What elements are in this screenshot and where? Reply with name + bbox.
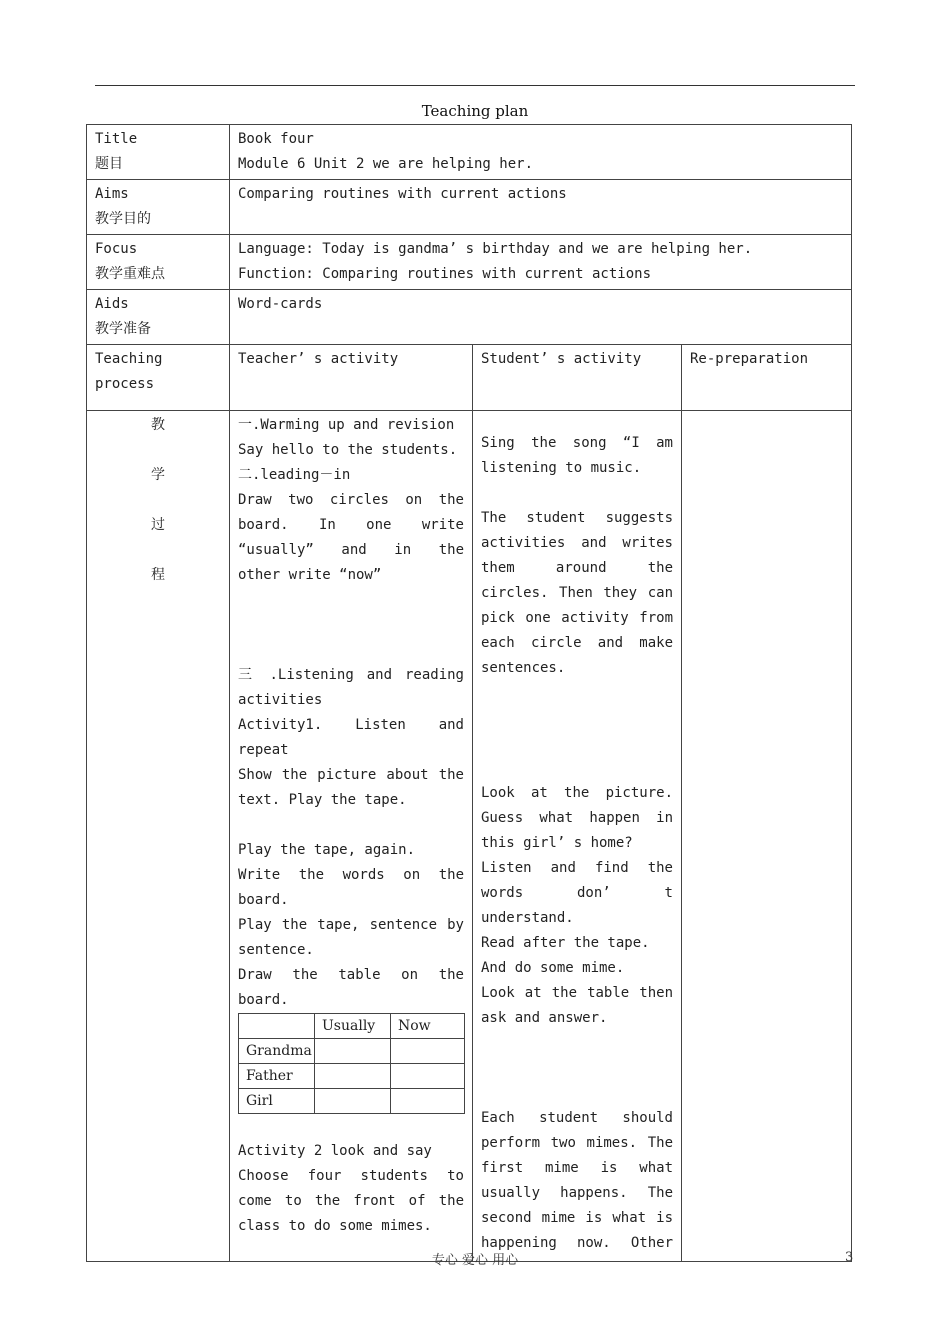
mime-line: first mime is what: [481, 1160, 673, 1176]
draw-table-cont: board.: [238, 992, 289, 1008]
re-preparation-heading: [682, 345, 852, 411]
do-mime: And do some mime.: [481, 960, 625, 976]
play-again: Play the tape, again.: [238, 842, 416, 858]
inner-row-label: Grandma: [239, 1039, 315, 1064]
side-char-1: 教: [151, 417, 165, 433]
label-title-cn: 题目: [95, 156, 123, 172]
aims-text: Comparing routines with current actions: [238, 186, 567, 202]
mime-line: happening now. Other: [481, 1235, 673, 1251]
activity1-show: Show the picture about the: [238, 767, 464, 783]
teaching-plan-table: [86, 124, 852, 1262]
label-aids-en: Aids: [95, 296, 129, 312]
look-line: Look at the picture.: [481, 785, 673, 801]
play-sentence: Play the tape, sentence by: [238, 917, 464, 933]
leading-in-title: 二.leading－in: [238, 467, 351, 483]
footer-motto: 专心 爱心 用心: [431, 1253, 519, 1268]
label-aims-cn: 教学目的: [95, 211, 151, 227]
mime-line: usually happens. The: [481, 1185, 673, 1201]
suggest-line: each circle and make: [481, 635, 673, 651]
listen-line: Listen and find the: [481, 860, 673, 876]
listen-line: understand.: [481, 910, 574, 926]
inner-header-usually: Usually: [315, 1014, 391, 1039]
student-activity-cell: [473, 411, 682, 1262]
label-process: [87, 345, 230, 411]
inner-cell: [315, 1039, 391, 1064]
sing-song: Sing the song “I am: [481, 435, 673, 451]
look-line: Guess what happen in: [481, 810, 673, 826]
teacher-activity-cell: [230, 411, 473, 1262]
suggest-line: circles. Then they can: [481, 585, 673, 601]
table-question-cont: ask and answer.: [481, 1010, 608, 1026]
focus-function: Function: Comparing routines with current actions: [238, 266, 652, 282]
student-activity-heading-text: Student’ s activity: [481, 351, 642, 367]
label-focus-cn: 教学重难点: [95, 266, 165, 282]
inner-cell: [391, 1089, 465, 1114]
mime-line: Each student should: [481, 1110, 673, 1126]
sing-song-cont: listening to music.: [481, 460, 642, 476]
label-aids: [87, 290, 230, 345]
row-focus: [87, 235, 852, 290]
activity2-line: Choose four students to: [238, 1168, 464, 1184]
inner-row-father: [239, 1064, 465, 1089]
mime-line: second mime is what is: [481, 1210, 673, 1226]
inner-header-now: Now: [391, 1014, 465, 1039]
activity1-show-cont: text. Play the tape.: [238, 792, 407, 808]
listen-line: words don’ t: [481, 885, 673, 901]
focus-language: Language: Today is gandma’ s birthday and we are helping her.: [238, 241, 753, 257]
value-title: [230, 125, 852, 180]
inner-cell: [315, 1089, 391, 1114]
label-focus: [87, 235, 230, 290]
activity1-title-cont: repeat: [238, 742, 289, 758]
teacher-activity-heading: [230, 345, 473, 411]
row-process-body: [87, 411, 852, 1262]
label-process-en1: Teaching: [95, 351, 163, 367]
warmup-text: Say hello to the students.: [238, 442, 458, 458]
document-title: Teaching plan: [421, 102, 529, 120]
inner-row-label: Girl: [239, 1089, 315, 1114]
label-aims: [87, 180, 230, 235]
write-words-cont: board.: [238, 892, 289, 908]
table-question: Look at the table then: [481, 985, 673, 1001]
student-activity-heading: [473, 345, 682, 411]
activity2-line: class to do some mimes.: [238, 1218, 432, 1234]
row-process-header: [87, 345, 852, 411]
play-sentence-cont: sentence.: [238, 942, 314, 958]
suggest-line: The student suggests: [481, 510, 673, 526]
value-focus: [230, 235, 852, 290]
label-aims-en: Aims: [95, 186, 129, 202]
inner-cell: [315, 1064, 391, 1089]
value-aims: [230, 180, 852, 235]
leading-in-line: board. In one write: [238, 517, 464, 533]
module-name: Module 6 Unit 2 we are helping her.: [238, 156, 534, 172]
re-preparation-cell: [682, 411, 852, 1262]
listening-title-cont: activities: [238, 692, 323, 708]
inner-row-label: Father: [239, 1064, 315, 1089]
activity1-title: Activity1. Listen and: [238, 717, 464, 733]
leading-in-line: other write “now”: [238, 567, 382, 583]
listening-title: 三 .Listening and reading: [238, 667, 464, 683]
inner-row-girl: [239, 1089, 465, 1114]
process-side-label: [87, 411, 230, 1262]
activity2-title: Activity 2 look and say: [238, 1143, 432, 1159]
inner-header-blank: [239, 1014, 315, 1039]
look-line: this girl’ s home?: [481, 835, 633, 851]
label-title-en: Title: [95, 131, 138, 147]
header-rule: [95, 85, 855, 86]
suggest-line: pick one activity from: [481, 610, 673, 626]
side-char-4: 程: [151, 567, 165, 583]
row-aids: [87, 290, 852, 345]
label-focus-en: Focus: [95, 241, 138, 257]
inner-cell: [391, 1064, 465, 1089]
value-aids: [230, 290, 852, 345]
label-process-en2: process: [95, 376, 155, 392]
label-title: [87, 125, 230, 180]
aids-text: Word-cards: [238, 296, 323, 312]
row-aims: [87, 180, 852, 235]
label-aids-cn: 教学准备: [95, 321, 151, 337]
usually-now-table: [238, 1013, 465, 1114]
mime-line: perform two mimes. The: [481, 1135, 673, 1151]
draw-table: Draw the table on the: [238, 967, 464, 983]
suggest-line: activities and writes: [481, 535, 673, 551]
read-after-tape: Read after the tape.: [481, 935, 650, 951]
side-char-2: 学: [151, 467, 165, 483]
book-name: Book four: [238, 131, 314, 147]
write-words: Write the words on the: [238, 867, 464, 883]
leading-in-line: Draw two circles on the: [238, 492, 464, 508]
page-number: 3: [845, 1250, 854, 1265]
suggest-line: sentences.: [481, 660, 566, 676]
warmup-title: 一.Warming up and revision: [238, 417, 455, 433]
inner-row-grandma: [239, 1039, 465, 1064]
inner-header-row: [239, 1014, 465, 1039]
teacher-activity-heading-text: Teacher’ s activity: [238, 351, 399, 367]
leading-in-line: “usually” and in the: [238, 542, 464, 558]
re-preparation-heading-text: Re-preparation: [690, 351, 809, 367]
activity2-line: come to the front of the: [238, 1193, 464, 1209]
row-title: [87, 125, 852, 180]
suggest-line: them around the: [481, 560, 673, 576]
side-char-3: 过: [151, 517, 165, 533]
inner-cell: [391, 1039, 465, 1064]
